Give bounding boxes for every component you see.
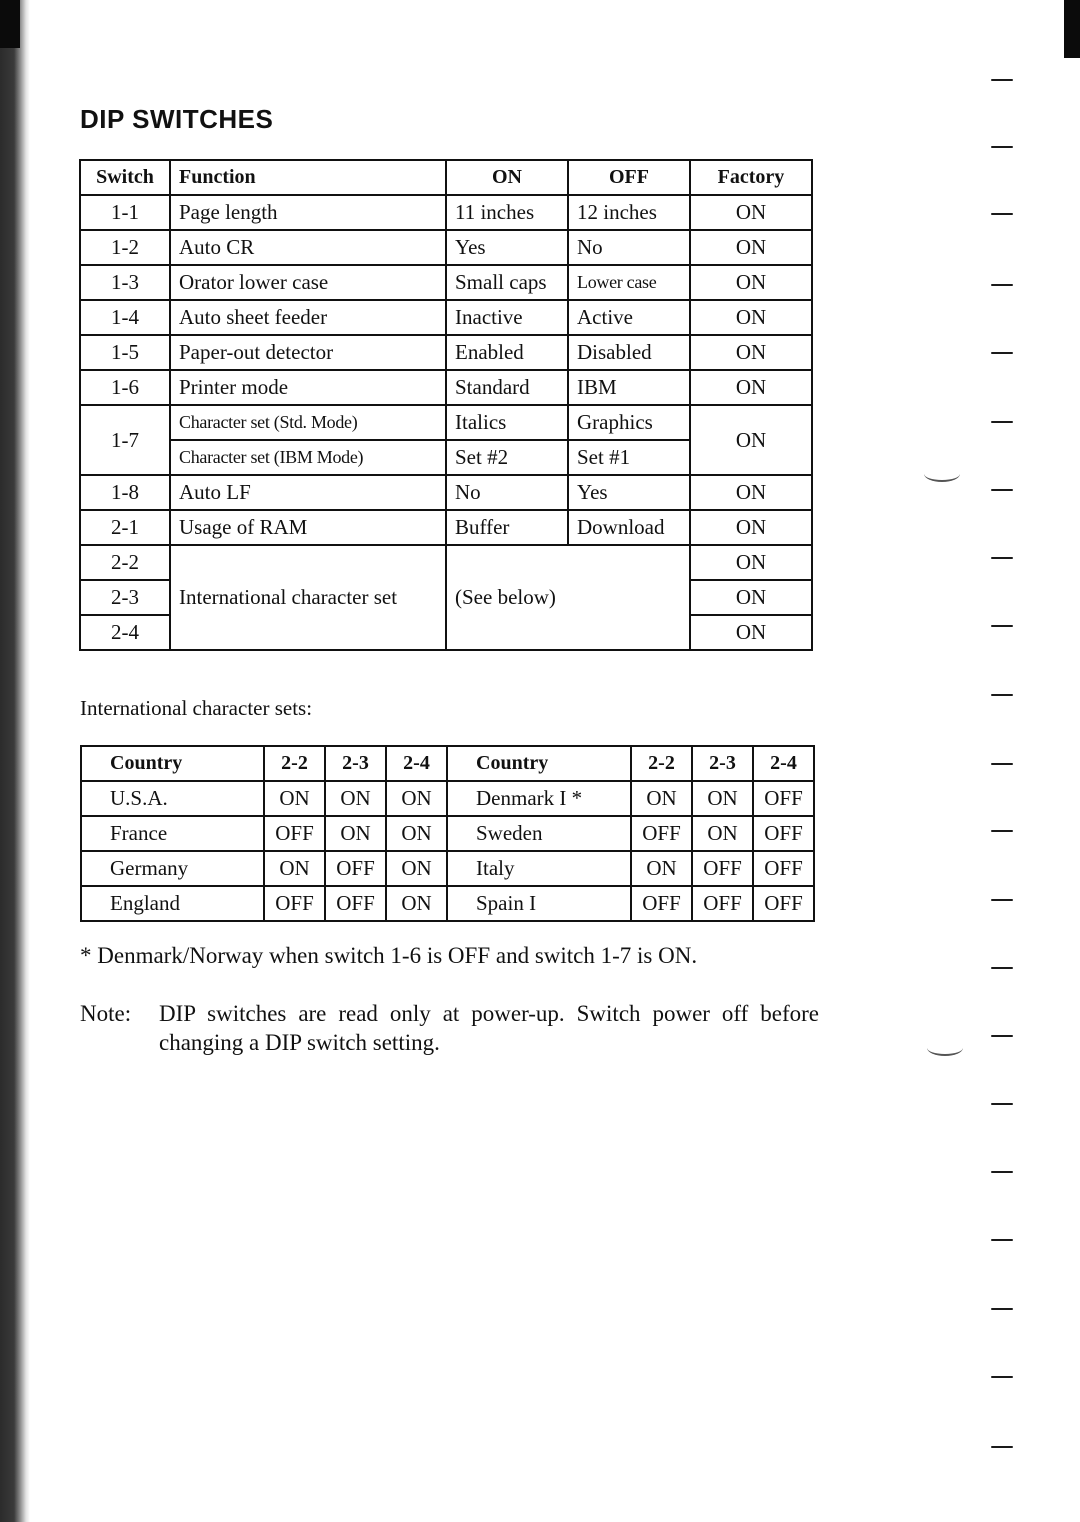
switch-value-cell: ON bbox=[325, 781, 386, 816]
intl-sets-caption: International character sets: bbox=[80, 696, 313, 720]
column-header: Country bbox=[81, 746, 264, 781]
scan-corner-mark-right bbox=[1064, 0, 1080, 58]
table-row bbox=[80, 195, 812, 230]
function-cell: Character set (IBM Mode) bbox=[170, 440, 446, 475]
switch-value-cell: ON bbox=[386, 851, 447, 886]
column-header: Function bbox=[170, 160, 446, 195]
column-header: Factory bbox=[690, 160, 812, 195]
switch-value-cell: OFF bbox=[264, 816, 325, 851]
table-row bbox=[80, 405, 812, 440]
factory-cell: ON bbox=[690, 370, 812, 405]
dip-switch-table bbox=[79, 159, 813, 651]
margin-tick bbox=[991, 625, 1013, 627]
function-cell: Auto LF bbox=[170, 475, 446, 510]
margin-tick bbox=[991, 284, 1013, 286]
on-cell: Small caps bbox=[446, 265, 568, 300]
see-below-cell: (See below) bbox=[446, 545, 690, 650]
margin-tick bbox=[991, 352, 1013, 354]
switch-cell: 1-3 bbox=[80, 265, 170, 300]
margin-curl-mark bbox=[924, 466, 960, 482]
switch-value-cell: ON bbox=[692, 816, 753, 851]
margin-tick bbox=[991, 1308, 1013, 1310]
note-text: DIP switches are read only at power-up. Switch power off before changing a DIP switch setting. bbox=[159, 1001, 819, 1055]
switch-value-cell: OFF bbox=[753, 781, 814, 816]
table-header-row bbox=[81, 746, 814, 781]
factory-cell: ON bbox=[690, 615, 812, 650]
table-row bbox=[81, 816, 814, 851]
margin-tick bbox=[991, 763, 1013, 765]
switch-value-cell: OFF bbox=[753, 816, 814, 851]
switch-value-cell: OFF bbox=[264, 886, 325, 921]
factory-cell: ON bbox=[690, 405, 812, 475]
country-cell: U.S.A. bbox=[81, 781, 264, 816]
on-cell: Inactive bbox=[446, 300, 568, 335]
table-row bbox=[80, 545, 812, 580]
column-header: 2-3 bbox=[325, 746, 386, 781]
column-header: 2-3 bbox=[692, 746, 753, 781]
function-cell: Paper-out detector bbox=[170, 335, 446, 370]
margin-tick bbox=[991, 694, 1013, 696]
function-cell: Orator lower case bbox=[170, 265, 446, 300]
table-row bbox=[80, 510, 812, 545]
switch-cell: 2-2 bbox=[80, 545, 170, 580]
factory-cell: ON bbox=[690, 510, 812, 545]
on-cell: Enabled bbox=[446, 335, 568, 370]
margin-tick bbox=[991, 79, 1013, 81]
switch-cell: 1-6 bbox=[80, 370, 170, 405]
table-header-row bbox=[80, 160, 812, 195]
switch-value-cell: OFF bbox=[631, 886, 692, 921]
function-cell: Character set (Std. Mode) bbox=[170, 405, 446, 440]
function-cell: International character set bbox=[170, 545, 446, 650]
function-cell: Page length bbox=[170, 195, 446, 230]
margin-tick bbox=[991, 967, 1013, 969]
country-cell: England bbox=[81, 886, 264, 921]
switch-cell: 1-4 bbox=[80, 300, 170, 335]
function-cell: Auto CR bbox=[170, 230, 446, 265]
factory-cell: ON bbox=[690, 475, 812, 510]
factory-cell: ON bbox=[690, 230, 812, 265]
page-binding-shadow bbox=[0, 0, 30, 1522]
margin-tick bbox=[991, 213, 1013, 215]
switch-value-cell: OFF bbox=[325, 851, 386, 886]
factory-cell: ON bbox=[690, 335, 812, 370]
off-cell: Set #1 bbox=[568, 440, 690, 475]
function-cell: Usage of RAM bbox=[170, 510, 446, 545]
margin-tick bbox=[991, 1035, 1013, 1037]
table-row bbox=[81, 781, 814, 816]
on-cell: No bbox=[446, 475, 568, 510]
margin-tick bbox=[991, 1239, 1013, 1241]
factory-cell: ON bbox=[690, 545, 812, 580]
international-sets-table bbox=[80, 745, 815, 922]
margin-tick bbox=[991, 489, 1013, 491]
switch-value-cell: OFF bbox=[692, 886, 753, 921]
on-cell: Yes bbox=[446, 230, 568, 265]
off-cell: Active bbox=[568, 300, 690, 335]
margin-tick bbox=[991, 899, 1013, 901]
switch-value-cell: ON bbox=[631, 851, 692, 886]
margin-tick bbox=[991, 557, 1013, 559]
country-cell: France bbox=[81, 816, 264, 851]
column-header: 2-4 bbox=[753, 746, 814, 781]
column-header: 2-2 bbox=[264, 746, 325, 781]
column-header: 2-2 bbox=[631, 746, 692, 781]
country-cell: Denmark I * bbox=[447, 781, 631, 816]
switch-value-cell: ON bbox=[264, 781, 325, 816]
table-row bbox=[80, 230, 812, 265]
table-row bbox=[81, 886, 814, 921]
on-cell: Standard bbox=[446, 370, 568, 405]
off-cell: Disabled bbox=[568, 335, 690, 370]
margin-tick bbox=[991, 1103, 1013, 1105]
off-cell: No bbox=[568, 230, 690, 265]
switch-value-cell: ON bbox=[325, 816, 386, 851]
switch-value-cell: ON bbox=[386, 816, 447, 851]
on-cell: Italics bbox=[446, 405, 568, 440]
column-header: 2-4 bbox=[386, 746, 447, 781]
table-row bbox=[80, 300, 812, 335]
off-cell: Yes bbox=[568, 475, 690, 510]
margin-tick bbox=[991, 421, 1013, 423]
note-label: Note: bbox=[80, 1001, 132, 1026]
margin-tick bbox=[991, 1376, 1013, 1378]
switch-value-cell: ON bbox=[386, 886, 447, 921]
on-cell: Set #2 bbox=[446, 440, 568, 475]
margin-tick bbox=[991, 830, 1013, 832]
off-cell: Download bbox=[568, 510, 690, 545]
switch-value-cell: ON bbox=[386, 781, 447, 816]
function-cell: Printer mode bbox=[170, 370, 446, 405]
off-cell: 12 inches bbox=[568, 195, 690, 230]
off-cell: IBM bbox=[568, 370, 690, 405]
off-cell: Lower case bbox=[568, 265, 690, 300]
switch-cell: 1-2 bbox=[80, 230, 170, 265]
table-row bbox=[81, 851, 814, 886]
factory-cell: ON bbox=[690, 265, 812, 300]
column-header: OFF bbox=[568, 160, 690, 195]
switch-value-cell: ON bbox=[692, 781, 753, 816]
switch-cell: 1-1 bbox=[80, 195, 170, 230]
table-row bbox=[80, 370, 812, 405]
margin-tick bbox=[991, 1171, 1013, 1173]
factory-cell: ON bbox=[690, 195, 812, 230]
switch-value-cell: OFF bbox=[692, 851, 753, 886]
switch-value-cell: OFF bbox=[325, 886, 386, 921]
switch-cell: 2-4 bbox=[80, 615, 170, 650]
switch-cell: 2-3 bbox=[80, 580, 170, 615]
on-cell: Buffer bbox=[446, 510, 568, 545]
column-header: ON bbox=[446, 160, 568, 195]
column-header: Country bbox=[447, 746, 631, 781]
country-cell: Germany bbox=[81, 851, 264, 886]
country-cell: Italy bbox=[447, 851, 631, 886]
footnote: * Denmark/Norway when switch 1-6 is OFF and switch 1-7 is ON. bbox=[80, 943, 698, 968]
margin-tick bbox=[991, 1446, 1013, 1448]
margin-curl-mark bbox=[927, 1040, 963, 1056]
switch-cell: 1-7 bbox=[80, 405, 170, 475]
switch-value-cell: ON bbox=[264, 851, 325, 886]
factory-cell: ON bbox=[690, 300, 812, 335]
table-row bbox=[80, 265, 812, 300]
switch-value-cell: OFF bbox=[753, 851, 814, 886]
scan-corner-mark bbox=[0, 0, 20, 48]
table-row bbox=[80, 475, 812, 510]
function-cell: Auto sheet feeder bbox=[170, 300, 446, 335]
switch-cell: 2-1 bbox=[80, 510, 170, 545]
margin-tick bbox=[991, 146, 1013, 148]
factory-cell: ON bbox=[690, 580, 812, 615]
column-header: Switch bbox=[80, 160, 170, 195]
switch-cell: 1-5 bbox=[80, 335, 170, 370]
page-title: DIP SWITCHES bbox=[80, 104, 274, 134]
on-cell: 11 inches bbox=[446, 195, 568, 230]
country-cell: Sweden bbox=[447, 816, 631, 851]
off-cell: Graphics bbox=[568, 405, 690, 440]
switch-value-cell: OFF bbox=[631, 816, 692, 851]
country-cell: Spain I bbox=[447, 886, 631, 921]
switch-value-cell: ON bbox=[631, 781, 692, 816]
table-row bbox=[80, 335, 812, 370]
switch-cell: 1-8 bbox=[80, 475, 170, 510]
switch-value-cell: OFF bbox=[753, 886, 814, 921]
